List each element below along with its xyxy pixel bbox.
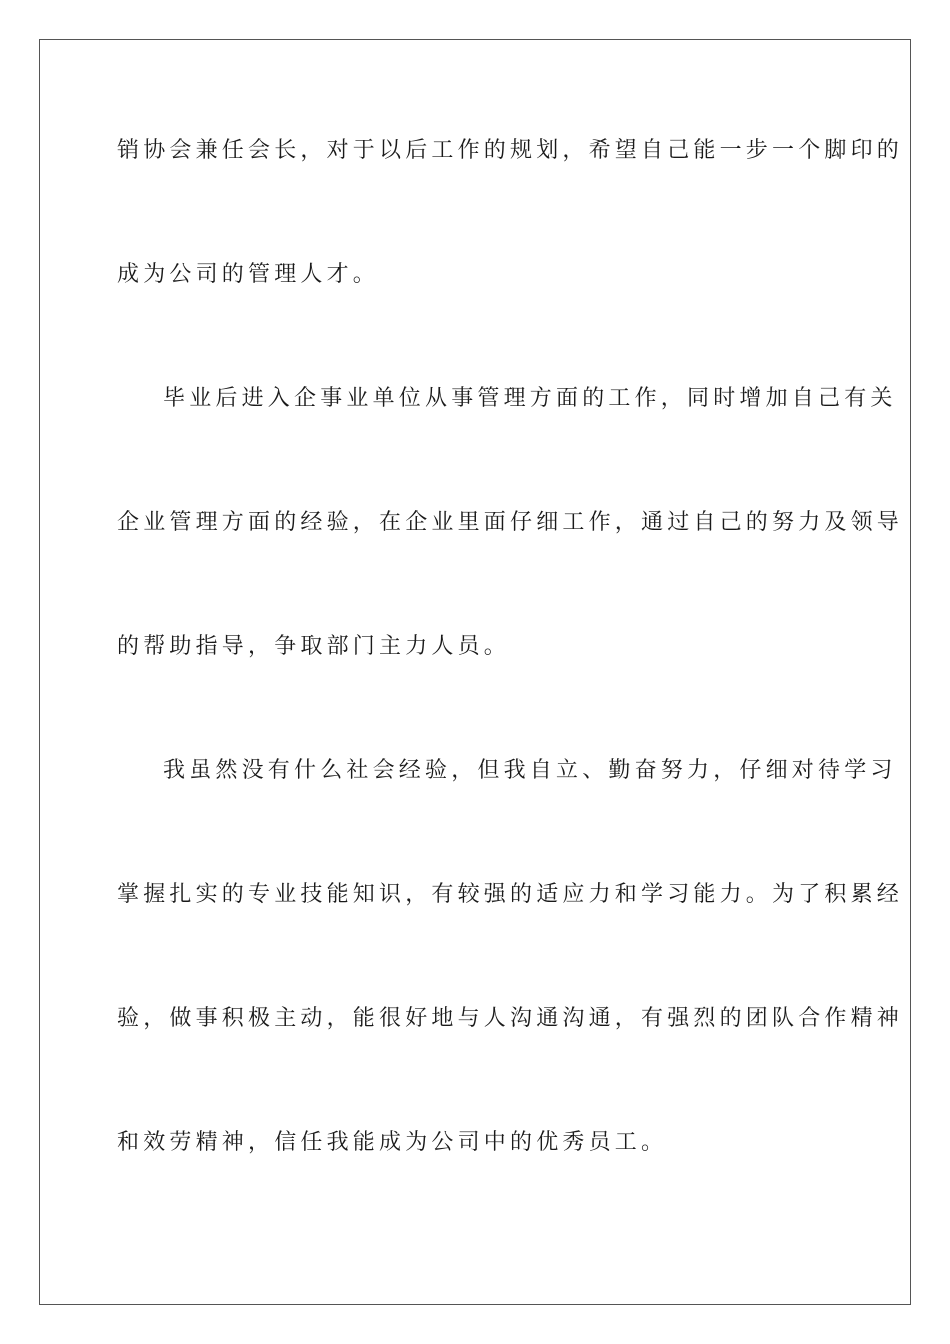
text-line-6: 我虽然没有什么社会经验，但我自立、勤奋努力，仔细对待学习	[163, 758, 897, 783]
text-line-7: 掌握扎实的专业技能知识，有较强的适应力和学习能力。为了积累经	[117, 882, 904, 907]
page-border	[39, 39, 911, 1305]
text-line-1: 销协会兼任会长，对于以后工作的规划，希望自己能一步一个脚印的	[117, 138, 904, 163]
text-line-2: 成为公司的管理人才。	[117, 262, 380, 287]
text-line-4: 企业管理方面的经验，在企业里面仔细工作，通过自己的努力及领导	[117, 510, 904, 535]
text-line-8: 验，做事积极主动，能很好地与人沟通沟通，有强烈的团队合作精神	[117, 1006, 904, 1031]
text-line-5: 的帮助指导，争取部门主力人员。	[117, 634, 511, 659]
text-line-9: 和效劳精神，信任我能成为公司中的优秀员工。	[117, 1130, 668, 1155]
text-line-3: 毕业后进入企事业单位从事管理方面的工作，同时增加自己有关	[163, 386, 897, 411]
